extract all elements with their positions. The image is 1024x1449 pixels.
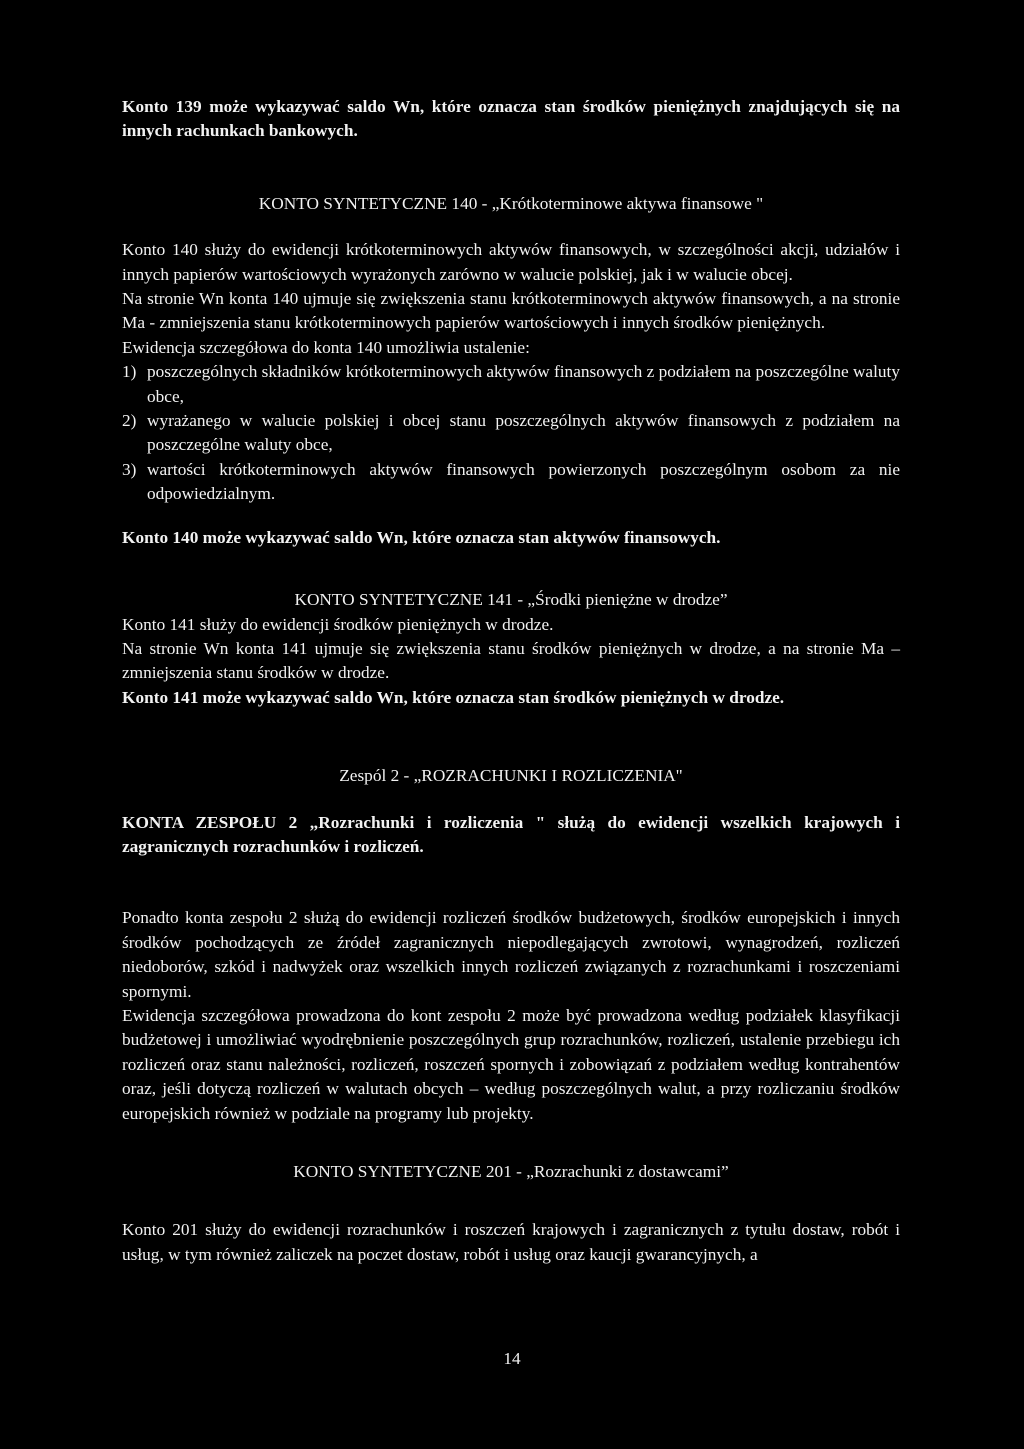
konto-140-list [122, 360, 900, 506]
heading-konto-140: KONTO SYNTETYCZNE 140 - „Krótkoterminowe aktywa finansowe " [258, 193, 764, 213]
konto-139-saldo: Konto 139 może wykazywać saldo Wn, które oznacza stan środków pieniężnych znajdujących się na innych rachunkach bankowych. [122, 97, 900, 141]
heading-konto-141 [122, 588, 900, 612]
heading-konto-201: KONTO SYNTETYCZNE 201 - „Rozrachunki z dostawcami” [293, 1162, 729, 1181]
list-item-text: wyrażanego w walucie polskiej i obcej stanu poszczególnych aktywów finansowych z podziałem na poszczególne waluty obce, [147, 411, 900, 455]
list-item-text: poszczególnych składników krótkoterminowych aktywów finansowych z podziałem na poszczególne waluty obce, [147, 362, 900, 406]
konta-zespolu-2: KONTA ZESPOŁU 2 „Rozrachunki i rozliczenia " służą do ewidencji wszelkich krajowych i zagranicznych rozrachunków i rozliczeń. [122, 812, 900, 856]
konto-201-description: Konto 201 służy do ewidencji rozrachunków i roszczeń krajowych i zagranicznych z tytułu dostaw, robót i usług, w tym również zaliczek na poczet dostaw, robót i usług oraz kaucji gwarancyjnych, a [122, 1220, 900, 1264]
list-item-number: 3) [122, 459, 137, 479]
page-number: 14 [503, 1349, 521, 1368]
konto-141-description: Konto 141 służy do ewidencji środków pieniężnych w drodze. [122, 614, 554, 634]
list-item [122, 458, 900, 507]
heading-konto-141-text: KONTO SYNTETYCZNE 141 - „Środki pieniężne w drodze” [294, 590, 728, 610]
konto-141-saldo: Konto 141 może wykazywać saldo Wn, które oznacza stan środków pieniężnych w drodze. [122, 687, 785, 707]
konto-140-saldo: Konto 140 może wykazywać saldo Wn, które oznacza stan aktywów finansowych. [122, 527, 721, 547]
konto-140-ewidencja-intro: Ewidencja szczegółowa do konta 140 umożliwia ustalenie: [122, 337, 530, 357]
list-item [122, 360, 900, 409]
konto-141-wn-ma: Na stronie Wn konta 141 ujmuje się zwiększenia stanu środków pieniężnych w drodze, a na stronie Ma – zmniejszenia stanu środków w drodze. [122, 638, 900, 683]
ponadto-paragraph: Ponadto konta zespołu 2 służą do ewidencji rozliczeń środków budżetowych, środków europejskich i innych środków pochodzących ze źródeł zagranicznych niepodlegających zwrotowi, wynagrodzeń, rozliczeń niedoborów, szkód i nadwyżek oraz wszelkich innych rozliczeń związanych z rozrachunkami i roszczeniami spornymi. [122, 908, 900, 1001]
konto-140-wn-ma: Na stronie Wn konta 140 ujmuje się zwiększenia stanu krótkoterminowych aktywów finansowych, a na stronie Ma - zmniejszenia stanu krótkoterminowych papierów wartościowych i innych środków pieniężnych. [122, 289, 900, 333]
list-item [122, 409, 900, 458]
list-item-number: 2) [122, 411, 137, 431]
list-item-number: 1) [122, 362, 137, 382]
ewidencja-zespolu-2: Ewidencja szczegółowa prowadzona do kont zespołu 2 może być prowadzona według podziałek klasyfikacji budżetowej i umożliwiać wyodrębnienie poszczególnych grup rozrachunków, rozliczeń, ustalenie przebiegu ich rozliczeń oraz stanu należności, rozliczeń, roszczeń spornych i zobowiązań z podziałem według kontrahentów oraz, jeśli dotyczą rozliczeń w walutach obcych – według poszczególnych walut, a przy rozliczaniu środków europejskich również w podziale na programy lub projekty. [122, 1005, 900, 1123]
heading-zespol-2: Zespól 2 - „ROZRACHUNKI I ROZLICZENIA" [339, 766, 683, 786]
document-page [122, 95, 900, 1267]
konto-140-description: Konto 140 służy do ewidencji krótkoterminowych aktywów finansowych, w szczególności akcji, udziałów i innych papierów wartościowych wyrażonych zarówno w walucie polskiej, jak i w walucie obcej. [122, 240, 900, 284]
list-item-text: wartości krótkoterminowych aktywów finansowych powierzonych poszczególnym osobom za nie odpowiedzialnym. [147, 459, 900, 504]
